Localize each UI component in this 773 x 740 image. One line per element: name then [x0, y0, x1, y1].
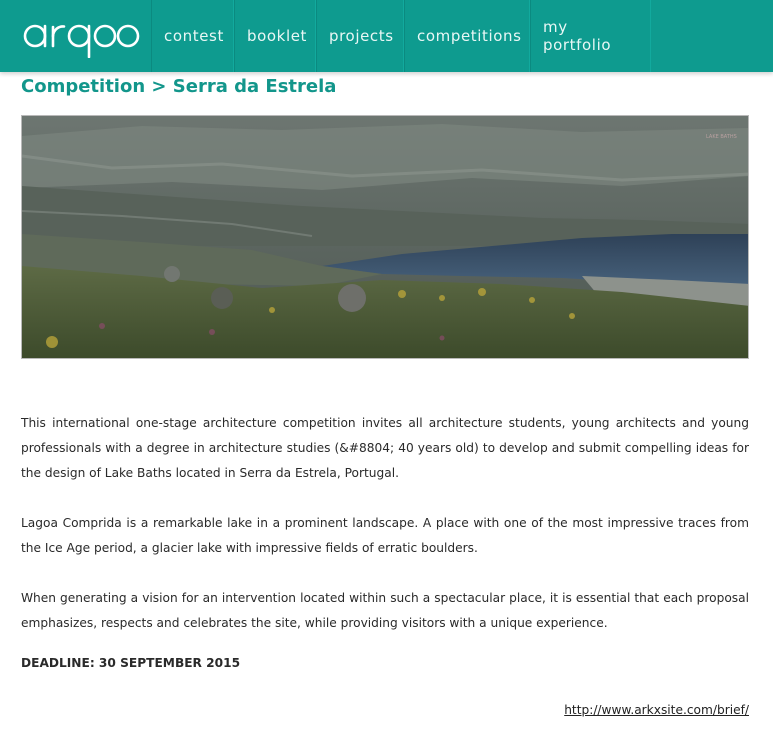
lake-description-paragraph: Lagoa Comprida is a remarkable lake in a prominent landscape. A place with one of the most impressive traces from the Ice Age period, a glacier lake with impressive fields of erratic boulders. — [21, 516, 749, 555]
main-nav — [151, 0, 651, 72]
lake-landscape-photo — [21, 115, 749, 359]
nav-projects[interactable]: projects — [316, 0, 404, 72]
page-title: Competition > Serra da Estrela — [21, 76, 337, 97]
nav-my-portfolio[interactable]: my portfolio — [530, 0, 651, 72]
intro-paragraph: This international one-stage architecture competition invites all architecture students, young architects and young professionals with a degree in architecture studies (&#8804; 40 years old) to develop and submit compelling ideas for the design of Lake Baths located in Serra da Estrela, Portugal. — [21, 416, 749, 480]
nav-contest[interactable]: contest — [151, 0, 234, 72]
top-navigation-bar — [0, 0, 773, 72]
deadline-text: DEADLINE: 30 SEPTEMBER 2015 — [21, 656, 241, 670]
arqoo-logo[interactable] — [22, 14, 140, 58]
brief-link[interactable]: http://www.arkxsite.com/brief/ — [564, 703, 749, 717]
arqoo-logo-mark — [22, 14, 140, 58]
vision-paragraph: When generating a vision for an intervention located within such a spectacular place, it is essential that each proposal emphasizes, respects and celebrates the site, while providing visitors with a unique experience. — [21, 591, 749, 630]
nav-competitions[interactable]: competitions — [404, 0, 530, 72]
nav-booklet[interactable]: booklet — [234, 0, 316, 72]
photo-watermark: LAKE BATHS — [706, 134, 737, 140]
